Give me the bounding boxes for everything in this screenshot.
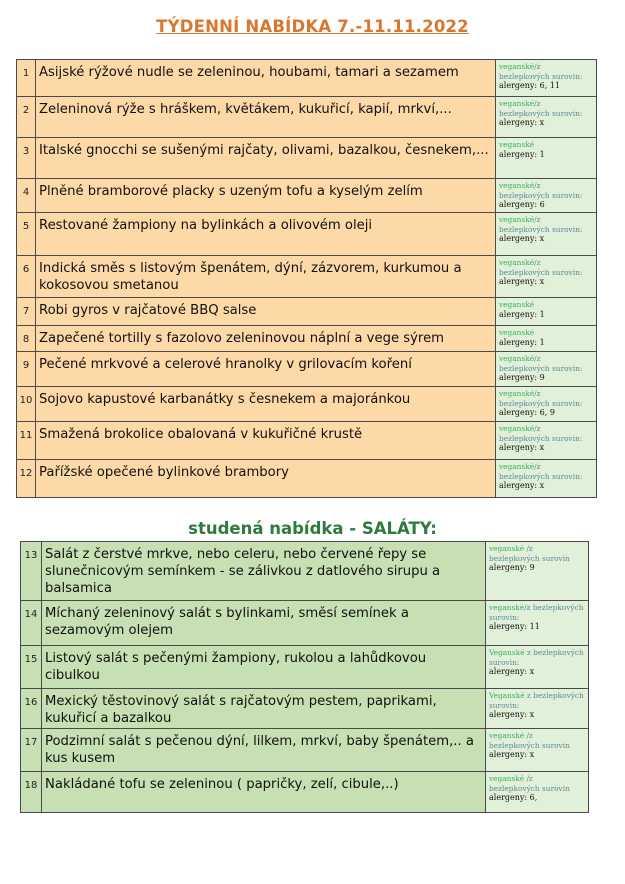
menu-row — [17, 460, 597, 498]
gluten-free-label: z bezlepkových — [524, 648, 584, 657]
vegan-label: veganské — [499, 140, 535, 149]
allergens: alergeny: x — [499, 443, 545, 453]
ingredients-label: surovin — [542, 553, 570, 563]
menu-row — [17, 213, 597, 256]
menu-row — [17, 326, 597, 352]
hot-menu-table — [16, 59, 597, 498]
gluten-free-label: /z bezlepkových — [499, 462, 550, 481]
item-number: 9 — [17, 352, 36, 387]
ingredients-label: surovin — [542, 740, 570, 750]
diet-info — [486, 689, 589, 729]
item-number: 5 — [17, 213, 36, 256]
diet-info — [496, 179, 597, 213]
vegan-label: veganské — [499, 181, 535, 190]
diet-info — [496, 60, 597, 97]
gluten-free-label: /z bezlepkových — [524, 603, 584, 612]
page-title: TÝDENNÍ NABÍDKA 7.-11.11.2022 — [156, 17, 469, 36]
gluten-free-label: /z bezlepkových — [499, 354, 550, 373]
ingredients-label: surovin: — [489, 700, 520, 710]
item-description: Indická směs s listovým špenátem, dýní, zázvorem, kurkumou a kokosovou smetanou — [36, 256, 496, 298]
allergens: alergeny: x — [489, 710, 535, 720]
allergens: alergeny: 9 — [499, 373, 545, 383]
item-description: Sojovo kapustové karbanátky s česnekem a majoránkou — [36, 387, 496, 422]
allergens: alergeny: x — [489, 750, 535, 760]
vegan-label: veganské — [499, 424, 535, 433]
ingredients-label: surovin: — [552, 108, 583, 118]
item-number: 18 — [21, 772, 42, 813]
item-description: Zapečené tortilly s fazolovo zeleninovou náplní a vege sýrem — [36, 326, 496, 352]
item-number: 7 — [17, 298, 36, 326]
diet-info — [486, 646, 589, 689]
item-description: Zeleninová rýže s hráškem, květákem, kukuřicí, kapií, mrkví,... — [36, 97, 496, 138]
menu-row — [21, 772, 589, 813]
diet-info — [496, 298, 597, 326]
item-number: 15 — [21, 646, 42, 689]
ingredients-label: surovin — [542, 783, 570, 793]
allergens: alergeny: 6 — [499, 200, 545, 210]
vegan-label: veganské — [499, 99, 535, 108]
allergens: alergeny: 6, 9 — [499, 408, 555, 418]
diet-info — [486, 729, 589, 772]
gluten-free-label: /z bezlepkových — [499, 215, 550, 234]
diet-info — [496, 97, 597, 138]
ingredients-label: surovin: — [489, 657, 520, 667]
allergens: alergeny: 6, 11 — [499, 81, 561, 91]
item-number: 3 — [17, 138, 36, 179]
vegan-label: veganské — [499, 215, 535, 224]
gluten-free-label: /z bezlepkových — [499, 99, 550, 118]
allergens: alergeny: 1 — [499, 337, 545, 347]
salads-title: studená nabídka - SALÁTY: — [188, 519, 437, 538]
menu-row — [17, 60, 597, 97]
gluten-free-label: /z bezlepkových — [489, 774, 540, 793]
menu-row — [17, 179, 597, 213]
item-number: 11 — [17, 422, 36, 460]
vegan-label: veganské — [489, 731, 525, 740]
item-number: 2 — [17, 97, 36, 138]
item-description: Listový salát s pečenými žampiony, rukolou a lahůdkovou cibulkou — [42, 646, 486, 689]
vegan-label: veganské — [499, 389, 535, 398]
item-number: 17 — [21, 729, 42, 772]
item-number: 13 — [21, 542, 42, 601]
diet-info — [496, 387, 597, 422]
gluten-free-label: /z bezlepkových — [499, 62, 550, 81]
ingredients-label: surovin: — [552, 471, 583, 481]
allergens: alergeny: 9 — [489, 563, 535, 573]
menu-row — [17, 387, 597, 422]
item-description: Pečené mrkvové a celerové hranolky v grilovacím koření — [36, 352, 496, 387]
vegan-label: veganské — [499, 462, 535, 471]
ingredients-label: surovin: — [489, 612, 520, 622]
item-description: Nakládané tofu se zeleninou ( papričky, zelí, cibule,..) — [42, 772, 486, 813]
item-description: Plněné bramborové placky s uzeným tofu a kyselým zelím — [36, 179, 496, 213]
menu-row — [17, 256, 597, 298]
ingredients-label: surovin: — [552, 71, 583, 81]
allergens: alergeny: 1 — [499, 149, 545, 159]
menu-row — [21, 689, 589, 729]
menu-row — [17, 422, 597, 460]
vegan-label: veganské — [499, 62, 535, 71]
allergens: alergeny: x — [489, 667, 535, 677]
gluten-free-label: /z bezlepkových — [489, 731, 540, 750]
allergens: alergeny: x — [499, 234, 545, 244]
vegan-label: veganské — [499, 354, 535, 363]
ingredients-label: surovin: — [552, 363, 583, 373]
item-number: 10 — [17, 387, 36, 422]
item-number: 8 — [17, 326, 36, 352]
diet-info — [496, 256, 597, 298]
item-number: 6 — [17, 256, 36, 298]
ingredients-label: surovin: — [552, 398, 583, 408]
diet-info — [496, 422, 597, 460]
gluten-free-label: /z bezlepkových — [499, 389, 550, 408]
item-description: Asijské rýžové nudle se zeleninou, houbami, tamari a sezamem — [36, 60, 496, 97]
menu-row — [17, 352, 597, 387]
diet-info — [486, 542, 589, 601]
ingredients-label: surovin: — [552, 433, 583, 443]
item-description: Pařížské opečené bylinkové brambory — [36, 460, 496, 498]
allergens: alergeny: 6, — [489, 793, 538, 803]
allergens: alergeny: 11 — [489, 622, 540, 632]
ingredients-label: surovin: — [552, 267, 583, 277]
item-description: Podzimní salát s pečenou dýní, lilkem, mrkví, baby špenátem,.. a kus kusem — [42, 729, 486, 772]
gluten-free-label: z bezlepkových — [524, 691, 584, 700]
ingredients-label: surovin: — [552, 190, 583, 200]
item-description: Robi gyros v rajčatové BBQ salse — [36, 298, 496, 326]
diet-info — [496, 352, 597, 387]
vegan-label: Veganské — [489, 691, 525, 700]
item-description: Salát z čerstvé mrkve, nebo celeru, nebo červené řepy se slunečnicovým semínkem - se zálivkou z datlového sirupu a balsamica — [42, 542, 486, 601]
diet-info — [486, 601, 589, 646]
allergens: alergeny: x — [499, 277, 545, 287]
vegan-label: veganské — [489, 774, 525, 783]
item-number: 12 — [17, 460, 36, 498]
ingredients-label: surovin: — [552, 224, 583, 234]
item-description: Smažená brokolice obalovaná v kukuřičné krustě — [36, 422, 496, 460]
menu-row — [17, 97, 597, 138]
item-number: 14 — [21, 601, 42, 646]
diet-info — [496, 460, 597, 498]
vegan-label: veganské — [489, 544, 525, 553]
diet-info — [496, 326, 597, 352]
item-description: Italské gnocchi se sušenými rajčaty, olivami, bazalkou, česnekem,... — [36, 138, 496, 179]
salads-table — [20, 541, 589, 813]
menu-row — [17, 138, 597, 179]
item-number: 4 — [17, 179, 36, 213]
diet-info — [486, 772, 589, 813]
menu-row — [21, 542, 589, 601]
gluten-free-label: /z bezlepkových — [499, 424, 550, 443]
allergens: alergeny: x — [499, 481, 545, 491]
allergens: alergeny: x — [499, 118, 545, 128]
gluten-free-label: /z bezlepkových — [499, 181, 550, 200]
allergens: alergeny: 1 — [499, 309, 545, 319]
menu-row — [21, 729, 589, 772]
menu-row — [21, 646, 589, 689]
gluten-free-label: /z bezlepkových — [499, 258, 550, 277]
vegan-label: veganské — [499, 328, 535, 337]
item-description: Restované žampiony na bylinkách a olivovém oleji — [36, 213, 496, 256]
vegan-label: veganské — [489, 603, 525, 612]
vegan-label: veganské — [499, 258, 535, 267]
diet-info — [496, 138, 597, 179]
menu-row — [17, 298, 597, 326]
menu-row — [21, 601, 589, 646]
gluten-free-label: /z bezlepkových — [489, 544, 540, 563]
vegan-label: Veganské — [489, 648, 525, 657]
vegan-label: veganské — [499, 300, 535, 309]
diet-info — [496, 213, 597, 256]
item-description: Míchaný zeleninový salát s bylinkami, směsí semínek a sezamovým olejem — [42, 601, 486, 646]
item-number: 16 — [21, 689, 42, 729]
item-description: Mexický těstovinový salát s rajčatovým pestem, paprikami, kukuřicí a bazalkou — [42, 689, 486, 729]
item-number: 1 — [17, 60, 36, 97]
